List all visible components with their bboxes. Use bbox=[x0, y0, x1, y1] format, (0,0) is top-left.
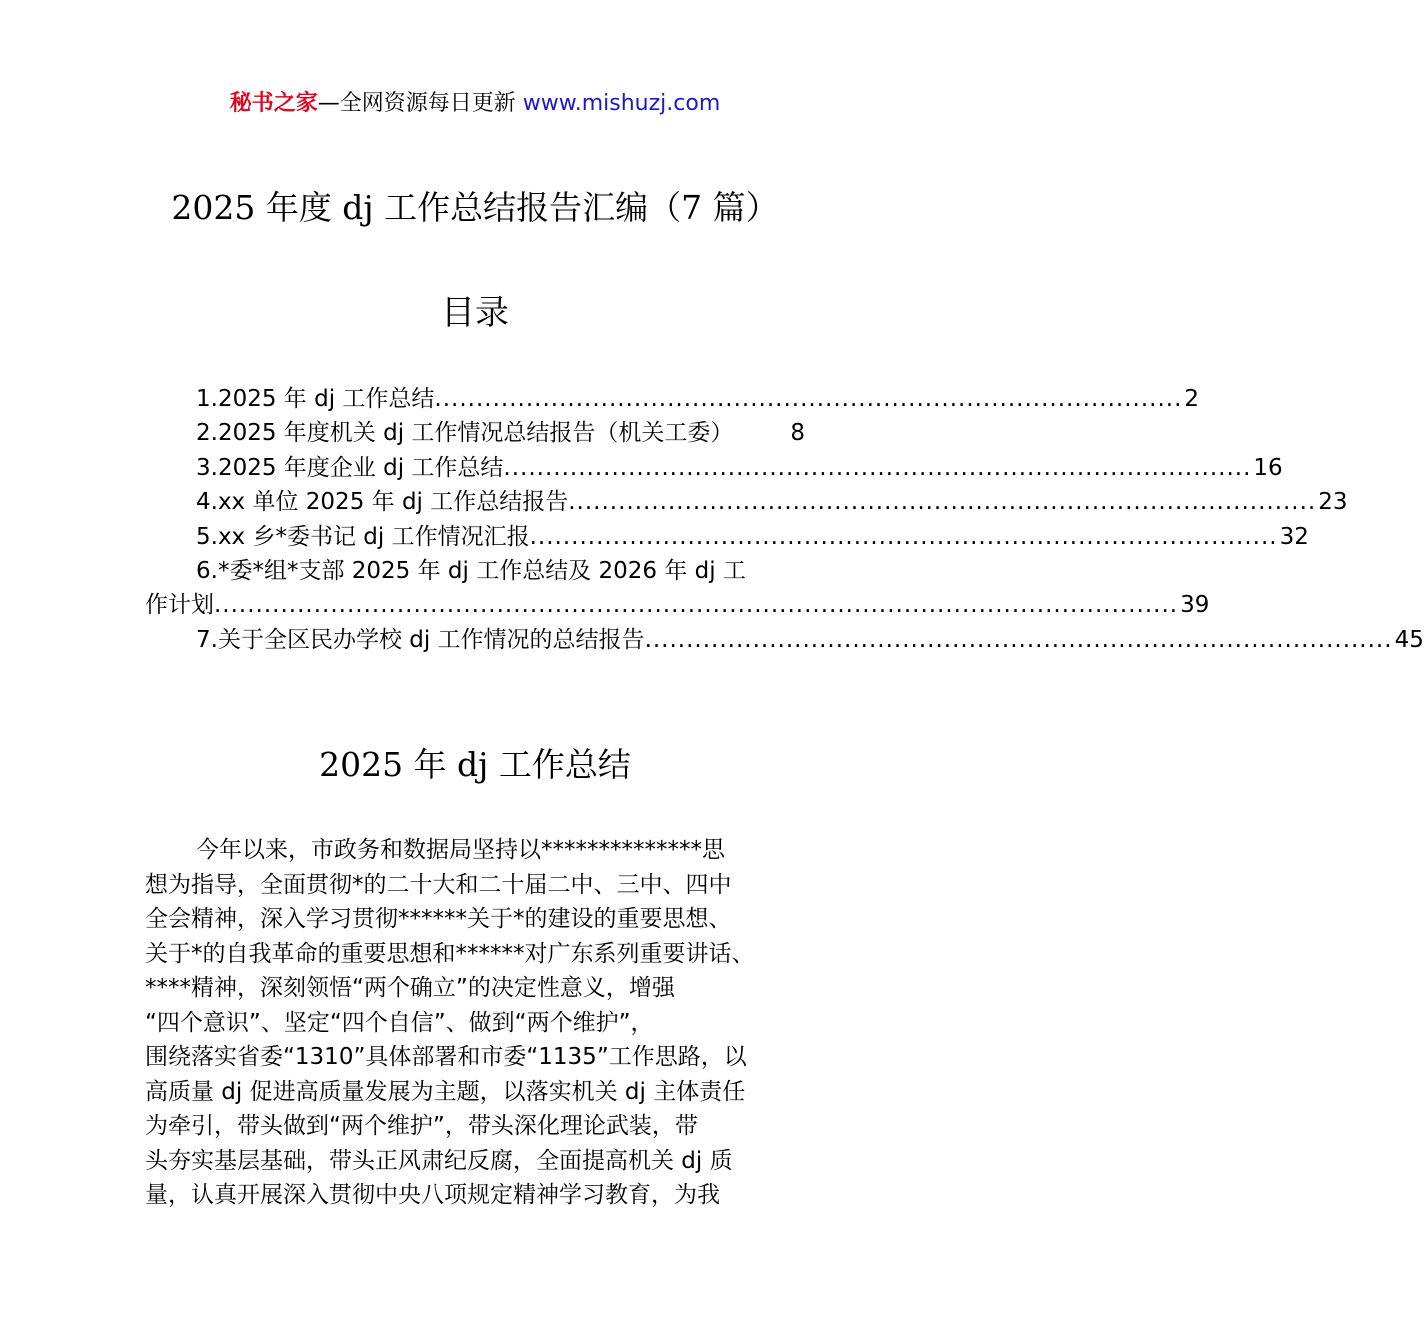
toc-heading: 目录 bbox=[441, 293, 509, 333]
toc-item-label: 4.xx 单位 2025 年 dj 工作总结报告 bbox=[196, 489, 569, 516]
section-body bbox=[145, 833, 805, 1213]
toc-leader-dots: .......................................................................................... bbox=[644, 626, 1393, 653]
section-title: 2025 年 dj 工作总结 bbox=[319, 745, 631, 784]
body-line: 高质量 dj 促进高质量发展为主题，以落实机关 dj 主体责任 bbox=[145, 1078, 746, 1105]
body-line: 今年以来，市政务和数据局坚持以**************思 bbox=[196, 837, 725, 863]
toc-item-page: 8 bbox=[790, 420, 805, 447]
toc-item-label-line2: 作计划 bbox=[145, 592, 214, 619]
toc-item-label-line1: 6.*委*组*支部 2025 年 dj 工作总结及 2026 年 dj 工 bbox=[196, 557, 746, 584]
body-line: 头夯实基层基础，带头正风肃纪反腐，全面提高机关 dj 质 bbox=[145, 1147, 733, 1174]
brand-name: 秘书之家 bbox=[229, 91, 318, 116]
body-line: ****精神，深刻领悟“两个确立”的决定性意义，增强 bbox=[145, 975, 675, 1001]
body-line: 围绕落实省委“1310”具体部署和市委“1135”工作思路，以 bbox=[145, 1044, 747, 1070]
toc-leader-dots: .......................................................................................... bbox=[434, 386, 1183, 412]
toc-item-label: 3.2025 年度企业 dj 工作总结 bbox=[196, 454, 504, 481]
body-line: 想为指导，全面贯彻*的二十大和二十届二中、三中、四中 bbox=[145, 871, 732, 898]
toc-item-3[interactable] bbox=[145, 451, 1283, 485]
table-of-contents bbox=[145, 382, 1424, 657]
site-url-link[interactable]: www.mishuzj.com bbox=[522, 91, 721, 116]
toc-leader-dots: .......................................................................................... bbox=[529, 523, 1278, 550]
toc-item-1[interactable] bbox=[145, 382, 1200, 416]
toc-item-page: 23 bbox=[1318, 489, 1348, 516]
body-line: 量，认真开展深入贯彻中央八项规定精神学习教育，为我 bbox=[145, 1182, 720, 1208]
toc-leader-dots: .................................................................................................................... bbox=[214, 592, 1179, 619]
toc-item-6[interactable] bbox=[145, 554, 1210, 623]
toc-item-label: 5.xx 乡*委书记 dj 工作情况汇报 bbox=[196, 523, 530, 550]
toc-item-page: 2 bbox=[1184, 386, 1200, 412]
body-line: “四个意识”、坚定“四个自信”、做到“两个维护”， bbox=[145, 1009, 654, 1036]
toc-item-4[interactable] bbox=[145, 485, 1348, 519]
toc-item-label: 2.2025 年度机关 dj 工作情况总结报告（机关工委） bbox=[196, 420, 734, 447]
toc-item-7[interactable] bbox=[145, 623, 1424, 657]
site-banner bbox=[0, 88, 950, 120]
banner-tagline: —全网资源每日更新 bbox=[317, 91, 523, 116]
body-line: 关于*的自我革命的重要思想和******对广东系列重要讲话、 bbox=[145, 940, 755, 967]
toc-item-5[interactable] bbox=[145, 520, 1309, 554]
toc-item-page: 39 bbox=[1180, 592, 1210, 619]
toc-leader-dots: .......................................................................................... bbox=[568, 489, 1317, 516]
toc-item-page: 45 bbox=[1394, 626, 1424, 653]
document-title: 2025 年度 dj 工作总结报告汇编（7 篇） bbox=[171, 188, 779, 227]
toc-item-2[interactable] bbox=[145, 416, 805, 450]
body-line: 为牵引，带头做到“两个维护”，带头深化理论武装，带 bbox=[145, 1113, 698, 1139]
toc-item-page: 32 bbox=[1279, 523, 1309, 550]
toc-item-page: 16 bbox=[1253, 454, 1283, 481]
body-line: 全会精神，深入学习贯彻******关于*的建设的重要思想、 bbox=[145, 906, 732, 932]
toc-leader-dots: .......................................................................................... bbox=[503, 454, 1252, 481]
toc-item-label: 7.关于全区民办学校 dj 工作情况的总结报告 bbox=[196, 626, 645, 653]
toc-item-label: 1.2025 年 dj 工作总结 bbox=[196, 386, 435, 412]
